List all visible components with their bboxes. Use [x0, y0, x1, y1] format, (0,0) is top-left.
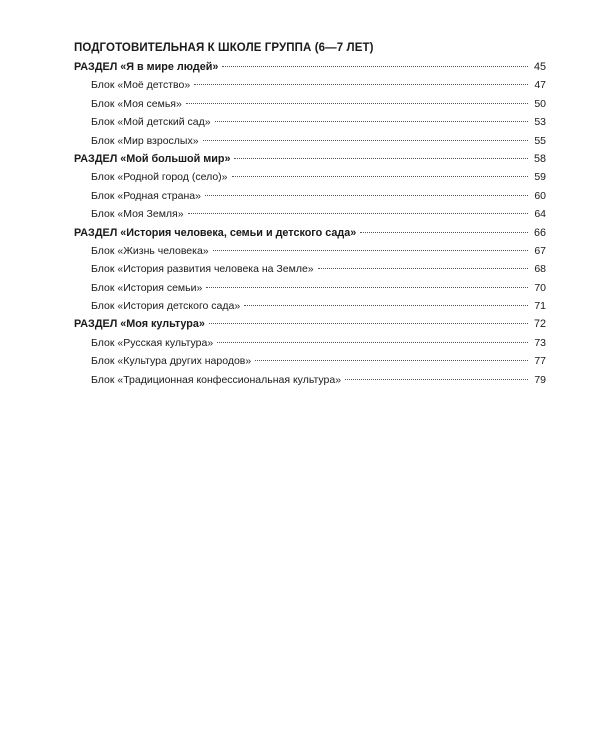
- toc-section-istoriya-cheloveka[interactable]: [74, 224, 546, 242]
- toc-entry-label: Блок «Моя семья»: [91, 97, 182, 110]
- toc-entry-label: Блок «История детского сада»: [91, 300, 241, 313]
- dot-leader: [217, 342, 528, 343]
- toc-section-moya-kultura[interactable]: [74, 315, 546, 333]
- toc-entry-label: Блок «Родная страна»: [91, 189, 201, 202]
- toc-entry-label: Блок «Моё детство»: [91, 79, 191, 92]
- dot-leader: [244, 305, 528, 306]
- toc-entry-label: РАЗДЕЛ «Мой большой мир»: [74, 152, 231, 165]
- toc-entry-label: РАЗДЕЛ «История человека, семьи и детского сада»: [74, 226, 357, 239]
- toc-page-number: 59: [534, 171, 546, 184]
- toc-page-number: 67: [534, 244, 546, 257]
- dot-leader: [186, 103, 528, 104]
- toc-section-ya-v-mire-lyudey[interactable]: [74, 58, 546, 76]
- dot-leader: [209, 323, 528, 324]
- toc-section-moy-bolshoy-mir[interactable]: [74, 150, 546, 168]
- toc-block-istoriya-semi[interactable]: [74, 279, 546, 297]
- toc-entry-label: Блок «История развития человека на Земле»: [91, 263, 314, 276]
- toc-page-number: 45: [533, 61, 546, 73]
- toc-entry-label: Блок «Родной город (село)»: [91, 171, 228, 184]
- table-of-contents: [74, 40, 546, 389]
- dot-leader: [203, 140, 528, 141]
- toc-entry-label: Блок «Традиционная конфессиональная культура»: [91, 373, 342, 386]
- toc-entry-label: Блок «Мой детский сад»: [91, 116, 211, 129]
- dot-leader: [232, 176, 529, 177]
- toc-block-kultura-drugikh-narodov[interactable]: [74, 352, 546, 370]
- dot-leader: [234, 158, 528, 159]
- toc-entry-label: РАЗДЕЛ «Моя культура»: [74, 318, 205, 331]
- toc-page-number: 55: [534, 134, 546, 147]
- toc-page-number: 72: [533, 318, 546, 331]
- dot-leader: [206, 287, 528, 288]
- toc-page-number: 53: [534, 116, 546, 129]
- toc-page-number: 60: [534, 189, 546, 202]
- toc-page-number: 66: [533, 226, 546, 239]
- toc-title: ПОДГОТОВИТЕЛЬНАЯ К ШКОЛЕ ГРУППА (6—7 ЛЕТ): [74, 42, 374, 54]
- toc-page-number: 77: [534, 355, 546, 368]
- toc-block-istoriya-razvitiya[interactable]: [74, 260, 546, 278]
- toc-block-moya-semya[interactable]: [74, 95, 546, 113]
- toc-page-number: 70: [534, 281, 546, 294]
- dot-leader: [318, 268, 528, 269]
- toc-block-russkaya-kultura[interactable]: [74, 334, 546, 352]
- toc-block-rodnoy-gorod[interactable]: [74, 168, 546, 186]
- toc-page-number: 58: [533, 152, 546, 165]
- toc-block-rodnaya-strana[interactable]: [74, 187, 546, 205]
- toc-block-moya-zemlya[interactable]: [74, 205, 546, 223]
- dot-leader: [188, 213, 528, 214]
- toc-page-number: 71: [534, 300, 546, 313]
- dot-leader: [194, 84, 528, 85]
- dot-leader: [205, 195, 528, 196]
- toc-entry-label: Блок «Русская культура»: [91, 336, 214, 349]
- dot-leader: [215, 121, 528, 122]
- toc-block-traditsionnaya-kultura[interactable]: [74, 371, 546, 389]
- dot-leader: [345, 379, 528, 380]
- toc-page-number: 68: [534, 263, 546, 276]
- toc-entry-label: РАЗДЕЛ «Я в мире людей»: [74, 61, 219, 73]
- toc-block-zhizn-cheloveka[interactable]: [74, 242, 546, 260]
- toc-block-moy-detskiy-sad[interactable]: [74, 113, 546, 131]
- toc-page-number: 47: [534, 79, 546, 92]
- dot-leader: [222, 66, 528, 67]
- toc-block-mir-vzroslykh[interactable]: [74, 132, 546, 150]
- toc-entry-label: Блок «Мир взрослых»: [91, 134, 199, 147]
- dot-leader: [360, 232, 528, 233]
- toc-entry-label: Блок «Культура других народов»: [91, 355, 252, 368]
- toc-page-number: 79: [534, 373, 546, 386]
- toc-block-moe-detstvo[interactable]: [74, 76, 546, 94]
- toc-entry-label: Блок «История семьи»: [91, 281, 203, 294]
- dot-leader: [213, 250, 528, 251]
- toc-entry-label: Блок «Моя Земля»: [91, 208, 184, 221]
- dot-leader: [255, 360, 528, 361]
- toc-block-istoriya-detskogo-sada[interactable]: [74, 297, 546, 315]
- toc-page-number: 50: [534, 97, 546, 110]
- toc-page-number: 73: [534, 336, 546, 349]
- toc-page-number: 64: [534, 208, 546, 221]
- toc-entry-label: Блок «Жизнь человека»: [91, 244, 209, 257]
